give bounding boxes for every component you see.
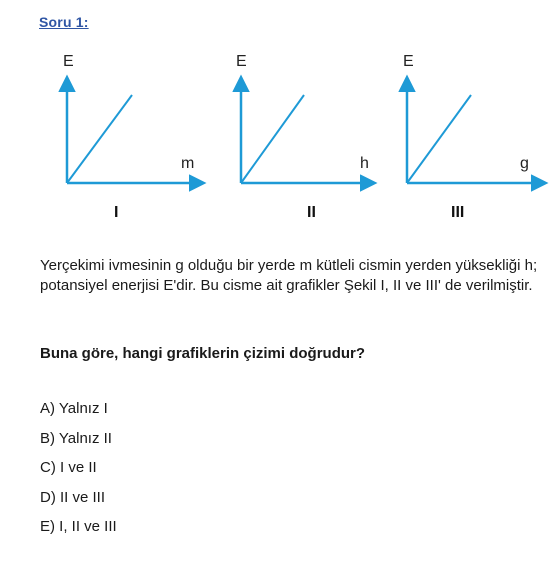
graph-1-x-label: m (181, 155, 195, 172)
graph-2-y-label: E (236, 53, 247, 70)
question-prompt: Buna göre, hangi grafiklerin çizimi doğrudur? (40, 345, 366, 362)
graph-2-line (241, 95, 304, 183)
graph-3-line (407, 95, 471, 183)
graph-3-y-label: E (403, 53, 414, 70)
graph-1-y-label: E (63, 53, 74, 70)
graph-2-x-label: h (360, 155, 369, 172)
graph-3-roman: III (451, 204, 465, 221)
answer-options (40, 399, 117, 547)
graph-2 (236, 53, 374, 221)
graph-1-roman: I (114, 204, 119, 221)
question-stem: Yerçekimi ivmesinin g olduğu bir yerde m kütleli cismin yerden yüksekliği h; potansiyel enerjisi E'dir. Bu cisme ait grafikler Şekil I, II ve III' de verilmiştir. (40, 257, 538, 294)
graphs-figure (0, 0, 560, 240)
option-d[interactable]: D) II ve III (40, 488, 106, 506)
graph-3 (403, 53, 545, 221)
option-c[interactable]: C) I ve II (40, 459, 97, 476)
graph-1-line (67, 95, 132, 183)
graph-3-x-label: g (520, 155, 529, 172)
option-a[interactable]: A) Yalnız I (40, 400, 108, 417)
graph-2-roman: II (307, 204, 316, 221)
question-number: Soru 1: (39, 14, 89, 30)
option-e[interactable]: E) I, II ve III (40, 518, 117, 535)
graph-1 (63, 53, 203, 221)
option-b[interactable]: B) Yalnız II (40, 429, 112, 447)
